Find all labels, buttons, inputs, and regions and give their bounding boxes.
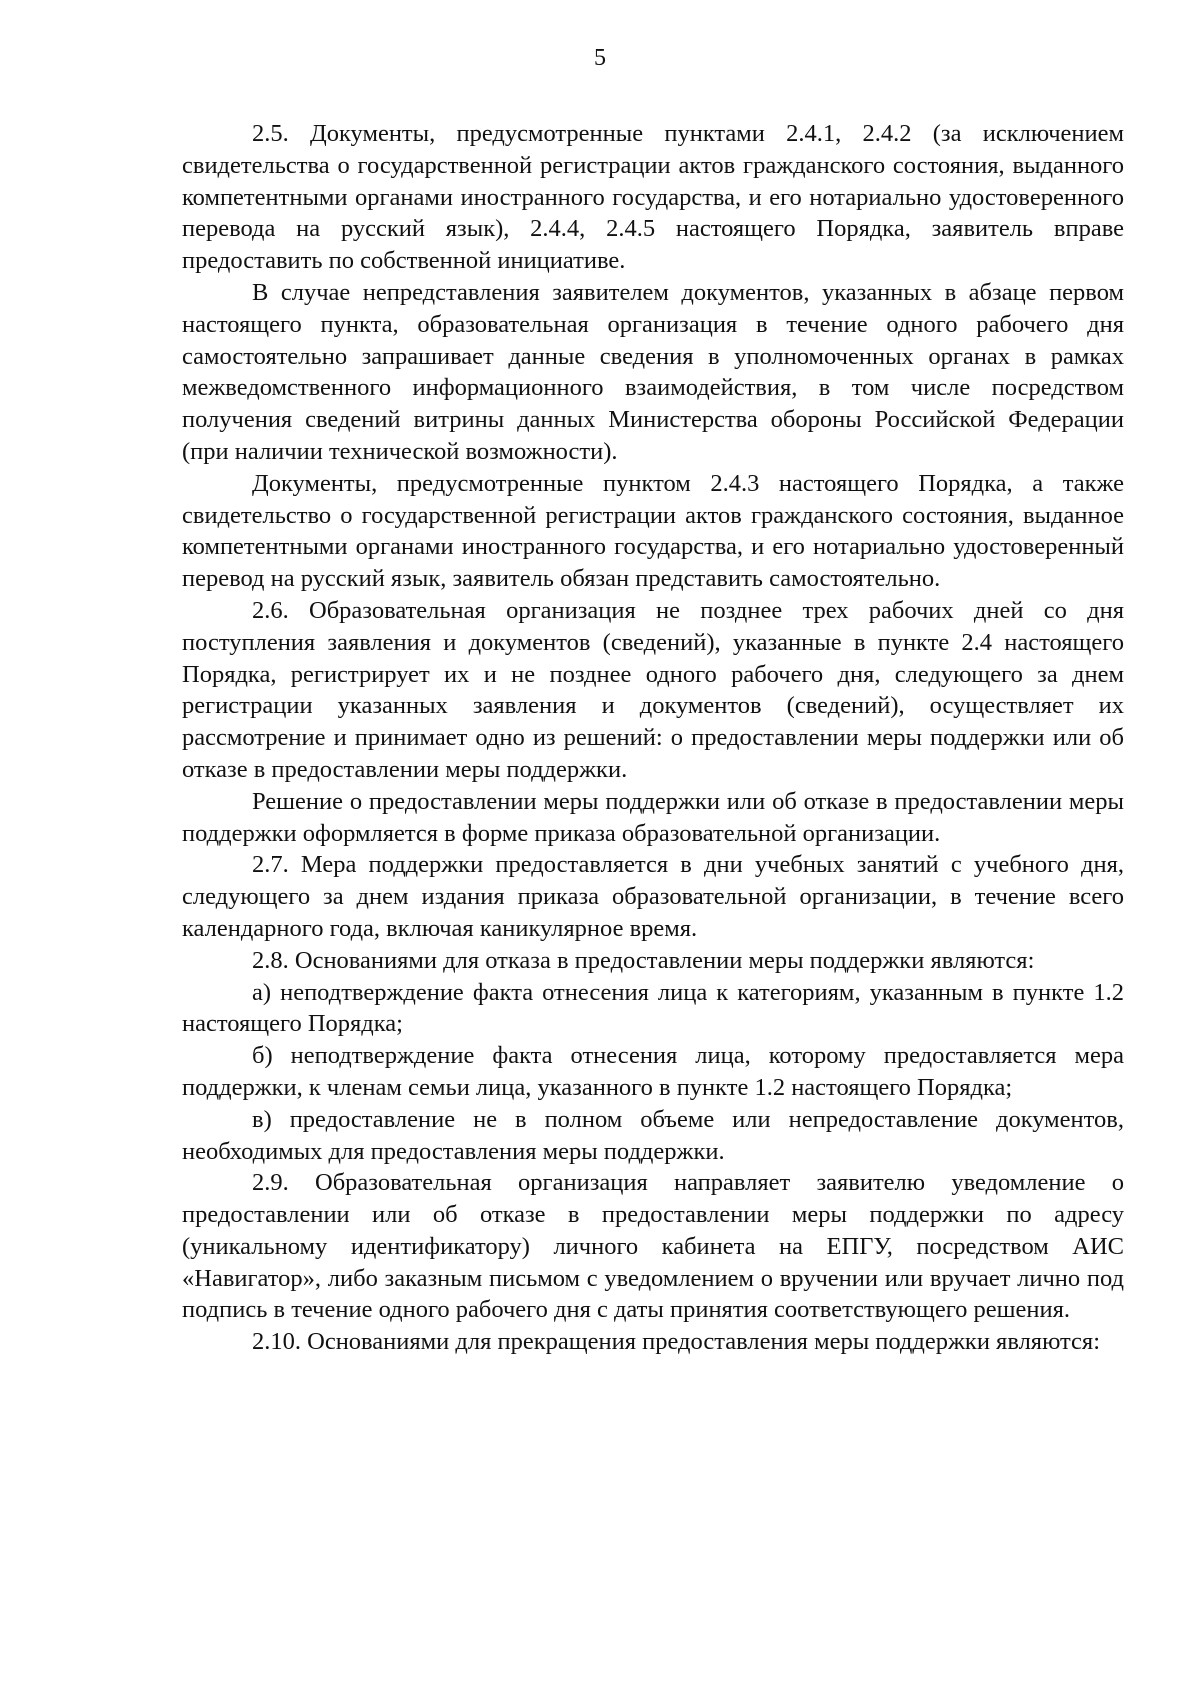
- paragraph-2-6-abzats-2: Решение о предоставлении меры поддержки или об отказе в предоставлении меры поддержки оформляется в форме приказа образовательной организации.: [182, 787, 1124, 847]
- paragraph-2-7: 2.7. Мера поддержки предоставляется в дни учебных занятий с учебного дня, следующего за днем издания приказа образовательной организации, в течение всего календарного года, включая каникулярное время.: [182, 851, 1124, 942]
- paragraph-2-5-abzats-2: В случае непредставления заявителем документов, указанных в абзаце первом настоящего пункта, образовательная организация в течение одного рабочего дня самостоятельно запрашивает данные сведения в уполномоченных органах в рамках межведомственного информационного взаимодействия, в том числе посредством получения сведений витрины данных Министерства обороны Российской Федерации (при наличии технической возможности).: [182, 278, 1124, 465]
- paragraph-2-8-a: а) неподтверждение факта отнесения лица к категориям, указанным в пункте 1.2 настоящего Порядка;: [182, 978, 1124, 1038]
- paragraph-2-9: 2.9. Образовательная организация направляет заявителю уведомление о предоставлении или об отказе в предоставлении меры поддержки по адресу (уникальному идентификатору) личного кабинета на ЕПГУ, посредством АИС «Навигатор», либо заказным письмом с уведомлением о вручении или вручает лично под подпись в течение одного рабочего дня с даты принятия соответствующего решения.: [182, 1169, 1124, 1324]
- paragraph-2-6: 2.6. Образовательная организация не позднее трех рабочих дней со дня поступления заявления и документов (сведений), указанные в пункте 2.4 настоящего Порядка, регистрирует их и не позднее одного рабочего дня, следующего за днем регистрации указанных заявления и документов (сведений), осуществляет их рассмотрение и принимает одно из решений: о предоставлении меры поддержки или об отказе в предоставлении меры поддержки.: [182, 596, 1124, 783]
- paragraph-2-5-abzats-3: Документы, предусмотренные пунктом 2.4.3 настоящего Порядка, а также свидетельство о государственной регистрации актов гражданского состояния, выданное компетентными органами иностранного государства, и его нотариально удостоверенный перевод на русский язык, заявитель обязан представить самостоятельно.: [182, 469, 1124, 593]
- paragraph-2-8-v: в) предоставление не в полном объеме или непредоставление документов, необходимых для предоставления меры поддержки.: [182, 1105, 1124, 1165]
- document-body: [182, 118, 1124, 1358]
- paragraph-2-8-b: б) неподтверждение факта отнесения лица, которому предоставляется мера поддержки, к членам семьи лица, указанного в пункте 1.2 настоящего Порядка;: [182, 1042, 1124, 1101]
- paragraph-2-5: 2.5. Документы, предусмотренные пунктами 2.4.1, 2.4.2 (за исключением свидетельства о государственной регистрации актов гражданского состояния, выданного компетентными органами иностранного государства, и его нотариально удостоверенного перевода на русский язык), 2.4.4, 2.4.5 настоящего Порядка, заявитель вправе предоставить по собственной инициативе.: [182, 120, 1124, 275]
- paragraph-2-10: 2.10. Основаниями для прекращения предоставления меры поддержки являются:: [252, 1328, 1101, 1356]
- paragraph-2-8: 2.8. Основаниями для отказа в предоставлении меры поддержки являются:: [252, 946, 1035, 974]
- page-number: 5: [594, 45, 606, 71]
